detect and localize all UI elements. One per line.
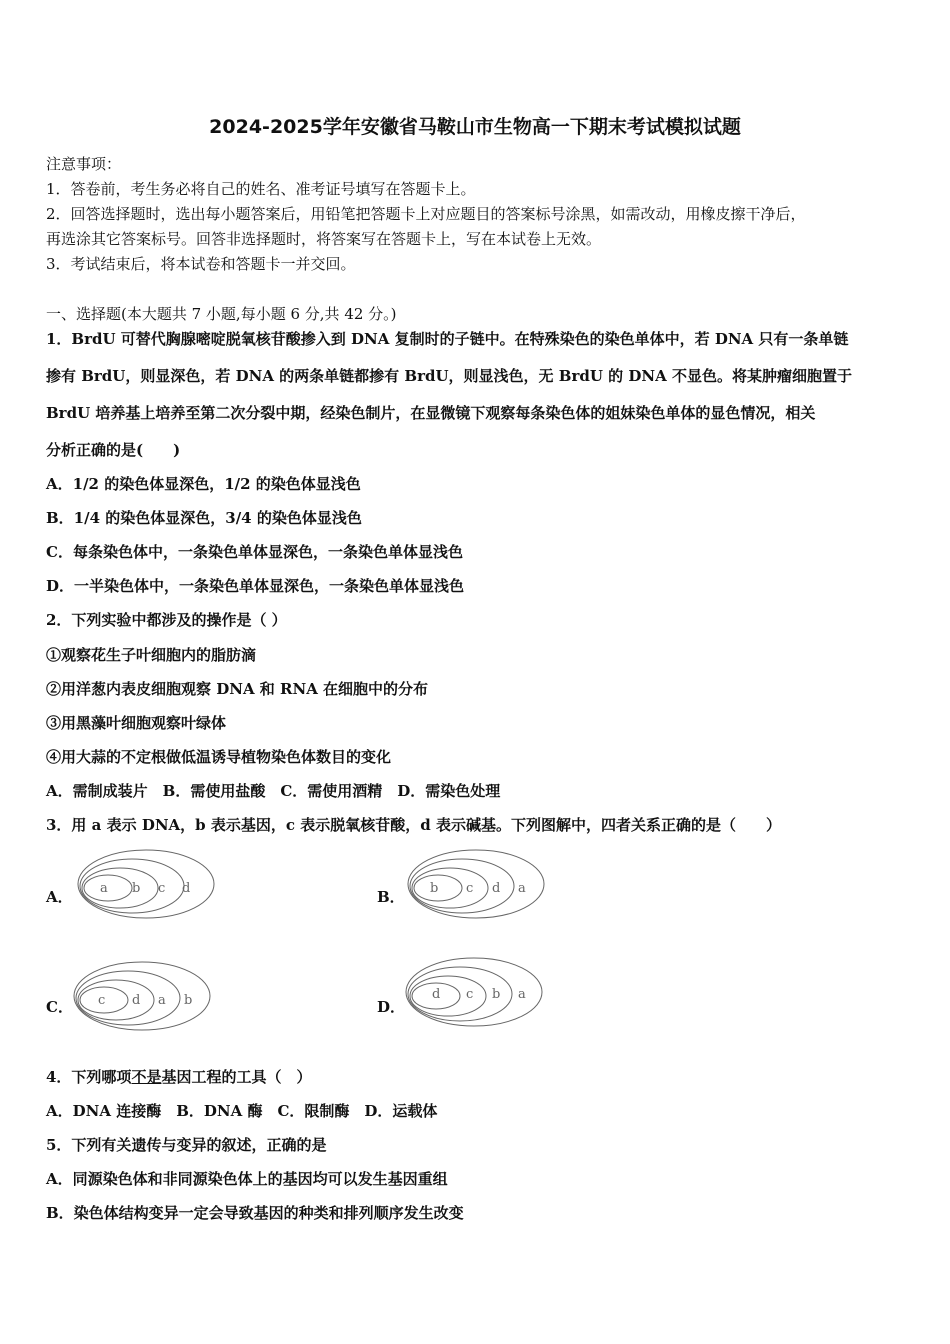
- venn-letter: d: [492, 881, 501, 896]
- q3-option-b-label: B．: [377, 888, 405, 906]
- q2-options: A．需制成装片 B．需使用盐酸 C．需使用酒精 D．需染色处理: [46, 782, 501, 800]
- q4-options: A．DNA 连接酶 B．DNA 酶 C．限制酶 D．运载体: [46, 1102, 438, 1120]
- q1-stem-line: 1．BrdU 可替代胸腺嘧啶脱氧核苷酸掺入到 DNA 复制时的子链中。在特殊染色的染色单体中，若 DNA 只有一条单链: [46, 330, 849, 348]
- venn-ellipse: [78, 980, 154, 1020]
- q3-diagram-a: [76, 848, 216, 920]
- venn-letter: b: [430, 881, 439, 896]
- q1-stem-line: 分析正确的是( ): [46, 441, 181, 459]
- venn-letter: d: [182, 881, 191, 896]
- q1-option-c: C．每条染色体中，一条染色单体显深色，一条染色单体显浅色: [46, 543, 463, 561]
- page-title: 2024-2025学年安徽省马鞍山市生物高一下期末考试模拟试题: [209, 116, 741, 138]
- q3-diagram-d: [404, 956, 544, 1028]
- q1-option-b: B．1/4 的染色体显深色，3/4 的染色体显浅色: [46, 509, 362, 527]
- notice-item: 1．答卷前，考生务必将自己的姓名、准考证号填写在答题卡上。: [46, 180, 476, 198]
- venn-letter: c: [466, 987, 474, 1002]
- q3-option-d-label: D．: [377, 998, 406, 1016]
- q4-stem-underline: 不是: [131, 1068, 162, 1086]
- q1-stem-line: BrdU 培养基上培养至第二次分裂中期，经染色制片，在显微镜下观察每条染色体的姐妹染色单体的显色情况，相关: [46, 404, 816, 422]
- venn-letter: a: [100, 881, 108, 896]
- q2-item: ②用洋葱内表皮细胞观察 DNA 和 RNA 在细胞中的分布: [46, 680, 429, 698]
- venn-letter: c: [158, 881, 166, 896]
- venn-letter: c: [466, 881, 474, 896]
- venn-letter: a: [518, 987, 526, 1002]
- venn-letter: d: [132, 993, 141, 1008]
- q4-stem: [46, 1066, 311, 1087]
- venn-letter: b: [184, 993, 193, 1008]
- q1-option-d: D．一半染色体中，一条染色单体显深色，一条染色单体显浅色: [46, 577, 465, 595]
- venn-ellipse-inner: [84, 875, 132, 901]
- venn-letter: a: [518, 881, 526, 896]
- venn-letter: d: [432, 987, 441, 1002]
- q4-stem-pre: 4．下列哪项: [46, 1068, 132, 1086]
- venn-letter: b: [132, 881, 141, 896]
- section-heading: 一、选择题(本大题共 7 小题,每小题 6 分,共 42 分。): [46, 305, 397, 323]
- q5-option-b: B．染色体结构变异一定会导致基因的种类和排列顺序发生改变: [46, 1204, 464, 1222]
- q3-diagram-c: [72, 960, 212, 1032]
- q2-item: ④用大蒜的不定根做低温诱导植物染色体数目的变化: [46, 748, 392, 766]
- notice-item: 再选涂其它答案标号。回答非选择题时，将答案写在答题卡上，写在本试卷上无效。: [46, 230, 602, 248]
- q2-item: ③用黑藻叶细胞观察叶绿体: [46, 714, 227, 732]
- venn-ellipse: [410, 976, 486, 1016]
- notice-heading: 注意事项：: [46, 155, 122, 173]
- venn-letter: b: [492, 987, 501, 1002]
- q3-stem: 3．用 a 表示 DNA，b 表示基因，c 表示脱氧核苷酸，d 表示碱基。下列图解中，四者关系正确的是（ ）: [46, 816, 781, 834]
- q4-stem-post: 基因工程的工具（ ）: [161, 1068, 312, 1086]
- q1-option-a: A．1/2 的染色体显深色，1/2 的染色体显浅色: [46, 475, 361, 493]
- q3-option-c-label: C．: [46, 998, 73, 1016]
- venn-letter: a: [158, 993, 166, 1008]
- venn-letter: c: [98, 993, 106, 1008]
- q1-stem-line: 掺有 BrdU，则显深色，若 DNA 的两条单链都掺有 BrdU，则显浅色，无 BrdU 的 DNA 不显色。将某肿瘤细胞置于: [46, 367, 852, 385]
- q3-option-a-label: A．: [46, 888, 73, 906]
- q2-item: ①观察花生子叶细胞内的脂肪滴: [46, 646, 257, 664]
- q2-stem: 2．下列实验中都涉及的操作是（ ）: [46, 611, 287, 629]
- q3-diagram-b: [406, 848, 546, 920]
- q5-stem: 5．下列有关遗传与变异的叙述，正确的是: [46, 1136, 327, 1154]
- notice-item: 2．回答选择题时，选出每小题答案后，用铅笔把答题卡上对应题目的答案标号涂黑，如需改动，用橡皮擦干净后，: [46, 205, 806, 223]
- venn-ellipse: [82, 868, 158, 908]
- venn-ellipse: [412, 868, 488, 908]
- notice-item: 3．考试结束后，将本试卷和答题卡一并交回。: [46, 255, 356, 273]
- q5-option-a: A．同源染色体和非同源染色体上的基因均可以发生基因重组: [46, 1170, 448, 1188]
